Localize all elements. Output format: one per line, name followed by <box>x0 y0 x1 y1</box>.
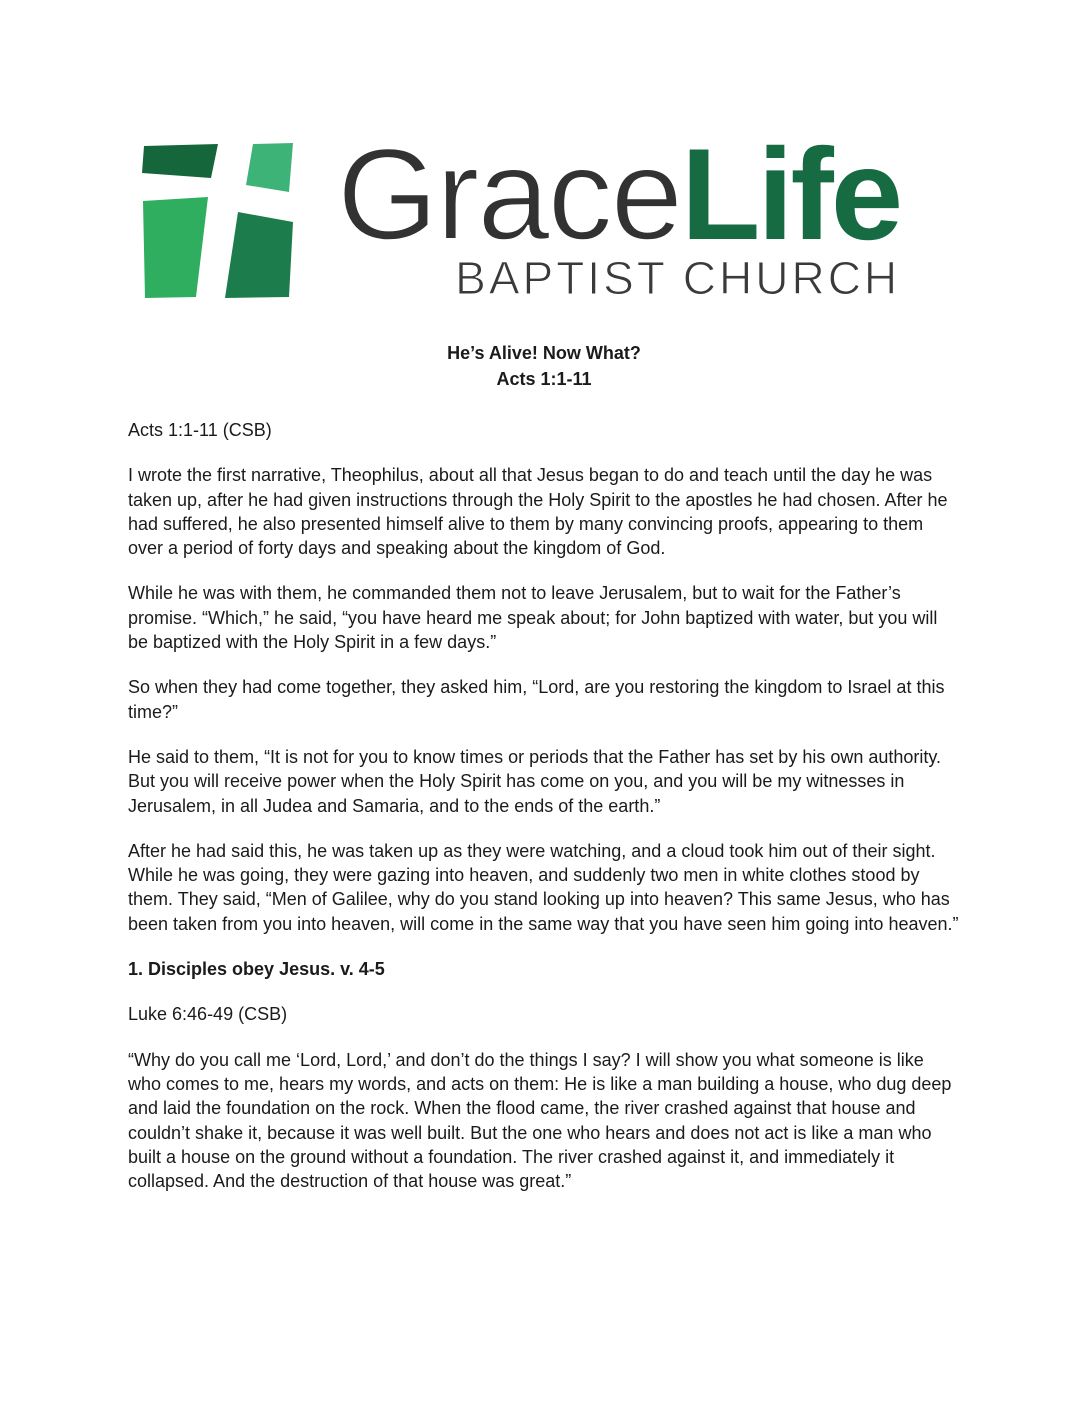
passage-acts-paragraph-3: So when they had come together, they asked him, “Lord, are you restoring the kingdom to Israel at this time?” <box>128 677 945 722</box>
brand-life-text: Life <box>681 121 901 267</box>
brand-grace-text: Grace <box>337 121 682 267</box>
cross-quadrant-top-right <box>246 143 293 192</box>
sermon-title-block <box>128 340 960 392</box>
cross-quadrant-bottom-right <box>225 212 293 298</box>
sermon-body <box>128 418 960 1193</box>
baptist-church-text: BAPTIST CHURCH <box>455 252 901 304</box>
scripture-ref-acts: Acts 1:1-11 (CSB) <box>128 420 272 440</box>
gracelife-logo <box>128 121 960 315</box>
cross-icon <box>125 135 315 315</box>
sermon-scripture-reference: Acts 1:1-11 <box>496 369 592 389</box>
passage-luke-paragraph: “Why do you call me ‘Lord, Lord,’ and don’t do the things I say? I will show you what someone is like who comes to me, hears my words, and acts on them: He is like a man building a house, who dug deep and laid the foundation on the rock. When the flood came, the river crashed against that house and couldn’t shake it, because it was well built. But the one who hears and does not act is like a man who built a house on the ground without a foundation. The river crashed against it, and immediately it collapsed. And the destruction of that house was great.” <box>128 1049 952 1192</box>
passage-acts-paragraph-5: After he had said this, he was taken up as they were watching, and a cloud took him out of their sight. While he was going, they were gazing into heaven, and suddenly two men in white clothes stood by them. They said, “Men of Galilee, why do you stand looking up into heaven? This same Jesus, who has been taken from you into heaven, will come in the same way that you have seen him going into heaven.” <box>128 840 959 934</box>
section-heading-1: 1. Disciples obey Jesus. v. 4-5 <box>128 959 385 980</box>
brand-line <box>337 121 901 267</box>
passage-acts-paragraph-4: He said to them, “It is not for you to know times or periods that the Father has set by his own authority. But you will receive power when the Holy Spirit has come on you, and you will be my witnesses in Jerusalem, in all Judea and Samaria, and to the ends of the earth.” <box>128 746 942 816</box>
logo-wordmark <box>337 121 901 304</box>
passage-acts-paragraph-2: While he was with them, he commanded them not to leave Jerusalem, but to wait for the Father’s promise. “Which,” he said, “you have heard me speak about; for John baptized with water, but you will be baptized with the Holy Spirit in a few days.” <box>128 583 938 653</box>
cross-quadrant-bottom-left <box>143 197 208 298</box>
scripture-ref-luke: Luke 6:46-49 (CSB) <box>128 1004 288 1025</box>
passage-acts-paragraph-1: I wrote the first narrative, Theophilus, about all that Jesus began to do and teach until the day he was taken up, after he had given instructions through the Holy Spirit to the apostles he had chosen. After he had suffered, he also presented himself alive to them by many convincing proofs, appearing to them over a period of forty days and speaking about the kingdom of God. <box>128 465 948 559</box>
cross-quadrant-top-left <box>142 144 218 178</box>
sermon-title: He’s Alive! Now What? <box>447 343 641 363</box>
